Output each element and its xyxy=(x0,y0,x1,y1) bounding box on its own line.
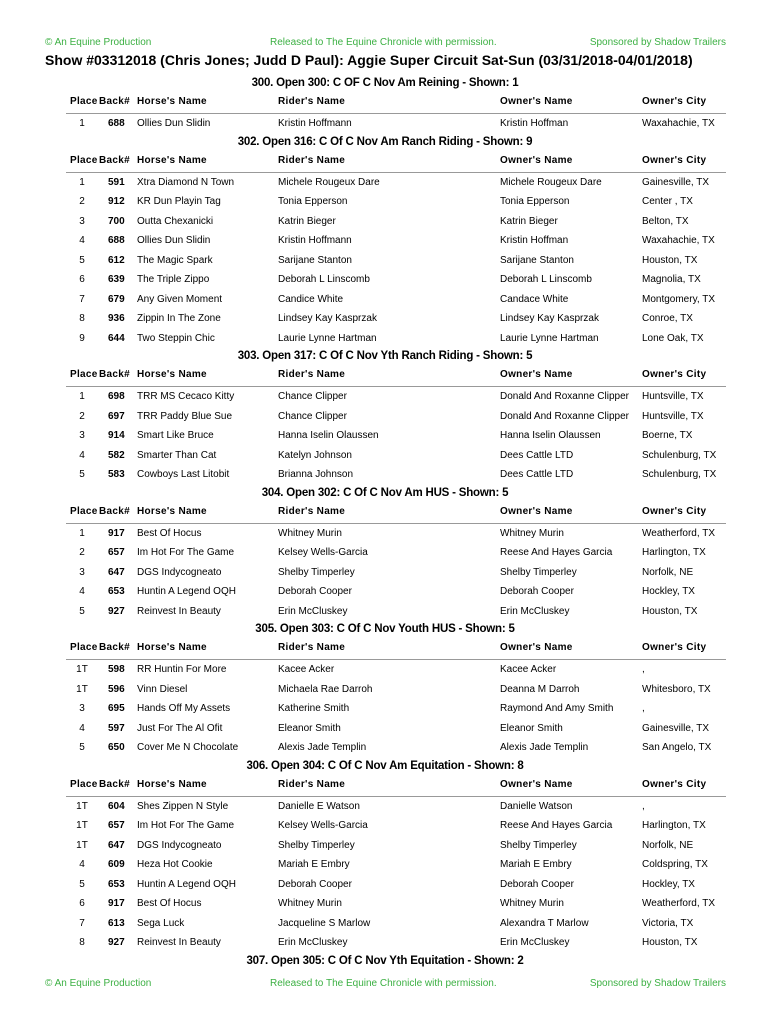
table-row xyxy=(66,914,726,934)
column-header-city: Owner's City xyxy=(642,369,707,380)
cell-horse: Outta Chexanicki xyxy=(137,215,214,227)
cell-back: 688 xyxy=(108,235,125,246)
column-header-row xyxy=(66,640,726,660)
column-header-back: Back# xyxy=(99,642,130,653)
cell-owner: Lindsey Kay Kasprzak xyxy=(500,313,599,324)
cell-city: , xyxy=(642,664,645,675)
cell-city: Norfolk, NE xyxy=(642,566,694,578)
cell-place: 1 xyxy=(79,391,85,402)
cell-owner: Deborah Cooper xyxy=(500,586,574,597)
table-row xyxy=(66,290,726,310)
cell-place: 5 xyxy=(79,469,85,480)
cell-back: 604 xyxy=(108,800,125,812)
cell-rider: Deborah Cooper xyxy=(278,586,352,597)
cell-back: 698 xyxy=(108,391,125,402)
cell-place: 5 xyxy=(79,878,85,890)
cell-rider: Kacee Acker xyxy=(278,664,335,675)
table-row xyxy=(66,894,726,914)
cell-horse: The Magic Spark xyxy=(137,254,213,266)
cell-owner: Alexandra T Marlow xyxy=(500,917,589,929)
cell-horse: The Triple Zippo xyxy=(137,274,210,285)
cell-place: 1 xyxy=(79,176,85,188)
cell-back: 917 xyxy=(108,898,125,909)
page-header xyxy=(0,37,770,51)
table-row xyxy=(66,231,726,251)
cell-rider: Mariah E Embry xyxy=(278,859,350,870)
cell-rider: Shelby Timperley xyxy=(278,839,355,851)
table-row xyxy=(66,192,726,212)
cell-place: 8 xyxy=(79,313,85,324)
table-row xyxy=(66,426,726,446)
cell-city: Conroe, TX xyxy=(642,313,693,324)
column-header-back: Back# xyxy=(99,778,130,790)
cell-horse: DGS Indycogneato xyxy=(137,566,222,578)
column-header-city: Owner's City xyxy=(642,154,707,166)
cell-back: 650 xyxy=(108,742,125,753)
cell-rider: Katelyn Johnson xyxy=(278,449,352,461)
column-header-horse: Horse's Name xyxy=(137,642,207,653)
cell-place: 7 xyxy=(79,293,85,305)
class-section xyxy=(0,485,770,622)
cell-place: 2 xyxy=(79,196,85,207)
cell-rider: Whitney Murin xyxy=(278,527,342,539)
cell-owner: Deborah Cooper xyxy=(500,878,574,890)
table-row xyxy=(66,543,726,563)
column-header-place: Place xyxy=(70,96,98,107)
cell-city: Huntsville, TX xyxy=(642,391,704,402)
table-row xyxy=(66,387,726,407)
cell-back: 639 xyxy=(108,274,125,285)
column-header-rider: Rider's Name xyxy=(278,642,346,653)
column-header-place: Place xyxy=(70,154,98,166)
cell-city: Houston, TX xyxy=(642,254,698,266)
cell-back: 688 xyxy=(108,118,125,129)
cell-rider: Kelsey Wells-Garcia xyxy=(278,820,368,831)
cell-place: 1 xyxy=(79,118,85,129)
cell-place: 6 xyxy=(79,274,85,285)
cell-city: Huntsville, TX xyxy=(642,410,704,422)
column-header-rider: Rider's Name xyxy=(278,778,346,790)
cell-back: 596 xyxy=(108,683,125,695)
column-header-horse: Horse's Name xyxy=(137,505,207,517)
table-row xyxy=(66,699,726,719)
cell-back: 583 xyxy=(108,469,125,480)
cell-city: Whitesboro, TX xyxy=(642,683,711,695)
footer-right-text: Sponsored by Shadow Trailers xyxy=(589,978,726,989)
cell-city: Weatherford, TX xyxy=(642,527,715,539)
cell-city: Coldspring, TX xyxy=(642,859,708,870)
cell-back: 613 xyxy=(108,917,125,929)
column-header-row xyxy=(66,504,726,524)
column-header-row xyxy=(66,777,726,797)
cell-place: 5 xyxy=(79,742,85,753)
cell-city: Gainesville, TX xyxy=(642,176,710,188)
cell-place: 4 xyxy=(79,235,85,246)
cell-horse: Xtra Diamond N Town xyxy=(137,176,235,188)
cell-owner: Candace White xyxy=(500,293,569,305)
class-section xyxy=(0,621,770,758)
cell-horse: KR Dun Playin Tag xyxy=(137,196,221,207)
cell-rider: Danielle E Watson xyxy=(278,800,360,812)
cell-city: Waxahachie, TX xyxy=(642,235,715,246)
column-header-row xyxy=(66,94,726,114)
column-header-owner: Owner's Name xyxy=(500,642,573,653)
cell-rider: Tonia Epperson xyxy=(278,196,348,207)
column-header-back: Back# xyxy=(99,96,130,107)
cell-horse: Hands Off My Assets xyxy=(137,703,231,714)
table-row xyxy=(66,660,726,680)
cell-owner: Whitney Murin xyxy=(500,898,564,909)
cell-place: 2 xyxy=(79,410,85,422)
cell-owner: Shelby Timperley xyxy=(500,839,577,851)
cell-rider: Shelby Timperley xyxy=(278,566,355,578)
cell-back: 917 xyxy=(108,527,125,539)
table-row xyxy=(66,836,726,856)
cell-place: 1T xyxy=(76,839,88,851)
table-row xyxy=(66,446,726,466)
table-row xyxy=(66,602,726,622)
column-header-city: Owner's City xyxy=(642,778,707,790)
cell-city: Harlington, TX xyxy=(642,820,706,831)
cell-horse: Reinvest In Beauty xyxy=(137,605,221,617)
cell-rider: Candice White xyxy=(278,293,344,305)
cell-place: 5 xyxy=(79,254,85,266)
results-list xyxy=(0,75,770,972)
cell-owner: Whitney Murin xyxy=(500,527,564,539)
cell-owner: Danielle Watson xyxy=(500,800,573,812)
table-row xyxy=(66,173,726,193)
cell-owner: Donald And Roxanne Clipper xyxy=(500,410,629,422)
cell-place: 1T xyxy=(76,683,88,695)
column-header-owner: Owner's Name xyxy=(500,778,573,790)
cell-back: 700 xyxy=(108,215,125,227)
cell-place: 7 xyxy=(79,917,85,929)
cell-back: 912 xyxy=(108,196,125,207)
table-row xyxy=(66,309,726,329)
column-header-row xyxy=(66,367,726,387)
cell-place: 4 xyxy=(79,449,85,461)
cell-rider: Katherine Smith xyxy=(278,703,350,714)
cell-horse: TRR Paddy Blue Sue xyxy=(137,410,233,422)
cell-horse: Smart Like Bruce xyxy=(137,430,214,441)
table-row xyxy=(66,251,726,271)
column-header-horse: Horse's Name xyxy=(137,154,207,166)
cell-rider: Kristin Hoffmann xyxy=(278,235,352,246)
column-header-place: Place xyxy=(70,642,98,653)
cell-owner: Dees Cattle LTD xyxy=(500,449,574,461)
page-footer xyxy=(0,978,770,992)
cell-city: Schulenburg, TX xyxy=(642,449,717,461)
cell-place: 3 xyxy=(79,566,85,578)
cell-rider: Chance Clipper xyxy=(278,391,347,402)
table-row xyxy=(66,933,726,953)
cell-rider: Jacqueline S Marlow xyxy=(278,917,371,929)
cell-horse: Im Hot For The Game xyxy=(137,547,235,558)
column-header-city: Owner's City xyxy=(642,96,707,107)
cell-rider: Whitney Murin xyxy=(278,898,342,909)
cell-owner: Mariah E Embry xyxy=(500,859,572,870)
cell-horse: Any Given Moment xyxy=(137,293,223,305)
cell-place: 4 xyxy=(79,586,85,597)
cell-rider: Katrin Bieger xyxy=(278,215,336,227)
table-row xyxy=(66,270,726,290)
class-title: 307. Open 305: C Of C Nov Yth Equitation - Shown: 2 xyxy=(246,954,524,967)
cell-horse: Smarter Than Cat xyxy=(137,449,217,461)
cell-place: 5 xyxy=(79,605,85,617)
header-center-text: Released to The Equine Chronicle with permission. xyxy=(270,37,497,48)
cell-horse: Huntin A Legend OQH xyxy=(137,586,236,597)
cell-owner: Katrin Bieger xyxy=(500,215,558,227)
cell-owner: Michele Rougeux Dare xyxy=(500,176,602,188)
cell-place: 6 xyxy=(79,898,85,909)
column-header-back: Back# xyxy=(99,369,130,380)
cell-back: 612 xyxy=(108,254,125,266)
column-header-back: Back# xyxy=(99,505,130,517)
column-header-rider: Rider's Name xyxy=(278,369,346,380)
cell-horse: Just For The Al Ofit xyxy=(137,722,223,734)
class-title: 300. Open 300: C OF C Nov Am Reining - Shown: 1 xyxy=(251,77,519,89)
table-row xyxy=(66,738,726,758)
cell-back: 598 xyxy=(108,664,125,675)
cell-place: 2 xyxy=(79,547,85,558)
table-row xyxy=(66,680,726,700)
cell-horse: TRR MS Cecaco Kitty xyxy=(137,391,235,402)
cell-owner: Laurie Lynne Hartman xyxy=(500,332,599,344)
column-header-owner: Owner's Name xyxy=(500,369,573,380)
column-header-rider: Rider's Name xyxy=(278,96,346,107)
column-header-rider: Rider's Name xyxy=(278,505,346,517)
cell-city: Belton, TX xyxy=(642,215,689,227)
cell-horse: Sega Luck xyxy=(137,917,185,929)
cell-rider: Chance Clipper xyxy=(278,410,347,422)
cell-horse: Ollies Dun Slidin xyxy=(137,118,211,129)
cell-rider: Laurie Lynne Hartman xyxy=(278,332,377,344)
table-row xyxy=(66,582,726,602)
cell-rider: Hanna Iselin Olaussen xyxy=(278,430,379,441)
cell-rider: Lindsey Kay Kasprzak xyxy=(278,313,377,324)
cell-horse: DGS Indycogneato xyxy=(137,839,222,851)
column-header-owner: Owner's Name xyxy=(500,505,573,517)
class-title: 304. Open 302: C Of C Nov Am HUS - Shown: 5 xyxy=(261,486,509,499)
cell-back: 653 xyxy=(108,586,125,597)
cell-rider: Eleanor Smith xyxy=(278,722,341,734)
cell-back: 695 xyxy=(108,703,125,714)
cell-back: 679 xyxy=(108,293,125,305)
cell-horse: Heza Hot Cookie xyxy=(137,859,213,870)
cell-owner: Deanna M Darroh xyxy=(500,683,580,695)
cell-city: Boerne, TX xyxy=(642,430,693,441)
show-title: Show #03312018 (Chris Jones; Judd D Paul): Aggie Super Circuit Sat-Sun (03/31/2018-04/01/2018) xyxy=(45,52,693,68)
cell-owner: Kristin Hoffman xyxy=(500,118,569,129)
cell-city: , xyxy=(642,800,645,812)
table-row xyxy=(66,816,726,836)
cell-back: 936 xyxy=(108,313,125,324)
table-row xyxy=(66,329,726,349)
cell-city: Victoria, TX xyxy=(642,917,694,929)
cell-horse: Ollies Dun Slidin xyxy=(137,235,211,246)
cell-place: 3 xyxy=(79,430,85,441)
cell-rider: Deborah L Linscomb xyxy=(278,274,370,285)
cell-city: San Angelo, TX xyxy=(642,742,712,753)
cell-back: 697 xyxy=(108,410,125,422)
cell-place: 1T xyxy=(76,820,88,831)
cell-back: 927 xyxy=(108,937,125,948)
cell-horse: Vinn Diesel xyxy=(137,683,188,695)
cell-place: 1 xyxy=(79,527,85,539)
cell-city: , xyxy=(642,703,645,714)
cell-owner: Eleanor Smith xyxy=(500,722,563,734)
cell-owner: Dees Cattle LTD xyxy=(500,469,574,480)
cell-place: 3 xyxy=(79,215,85,227)
table-row xyxy=(66,212,726,232)
cell-horse: Cowboys Last Litobit xyxy=(137,469,230,480)
cell-owner: Shelby Timperley xyxy=(500,566,577,578)
cell-city: Montgomery, TX xyxy=(642,293,715,305)
cell-owner: Kristin Hoffman xyxy=(500,235,569,246)
cell-horse: Best Of Hocus xyxy=(137,898,202,909)
cell-owner: Sarijane Stanton xyxy=(500,254,574,266)
class-section xyxy=(0,75,770,134)
cell-place: 8 xyxy=(79,937,85,948)
cell-place: 9 xyxy=(79,332,85,344)
cell-owner: Reese And Hayes Garcia xyxy=(500,547,613,558)
cell-back: 653 xyxy=(108,878,125,890)
cell-horse: Reinvest In Beauty xyxy=(137,937,221,948)
column-header-place: Place xyxy=(70,369,98,380)
table-row xyxy=(66,465,726,485)
column-header-row xyxy=(66,153,726,173)
column-header-city: Owner's City xyxy=(642,642,707,653)
cell-back: 927 xyxy=(108,605,125,617)
cell-rider: Brianna Johnson xyxy=(278,469,354,480)
cell-owner: Tonia Epperson xyxy=(500,196,570,207)
column-header-owner: Owner's Name xyxy=(500,154,573,166)
cell-owner: Hanna Iselin Olaussen xyxy=(500,430,601,441)
cell-city: Houston, TX xyxy=(642,937,698,948)
cell-rider: Michele Rougeux Dare xyxy=(278,176,380,188)
column-header-place: Place xyxy=(70,505,98,517)
footer-left-text: © An Equine Production xyxy=(45,978,152,989)
cell-place: 1T xyxy=(76,800,88,812)
cell-back: 914 xyxy=(108,430,125,441)
cell-rider: Deborah Cooper xyxy=(278,878,352,890)
header-right-text: Sponsored by Shadow Trailers xyxy=(589,37,726,48)
column-header-horse: Horse's Name xyxy=(137,778,207,790)
cell-owner: Deborah L Linscomb xyxy=(500,274,592,285)
cell-horse: Huntin A Legend OQH xyxy=(137,878,236,890)
table-row xyxy=(66,407,726,427)
cell-city: Harlington, TX xyxy=(642,547,706,558)
cell-horse: Best Of Hocus xyxy=(137,527,202,539)
cell-owner: Erin McCluskey xyxy=(500,937,570,948)
table-row xyxy=(66,114,726,134)
class-title: 302. Open 316: C Of C Nov Am Ranch Riding - Shown: 9 xyxy=(237,135,533,148)
cell-horse: Two Steppin Chic xyxy=(137,332,215,344)
cell-city: Hockley, TX xyxy=(642,878,695,890)
cell-city: Houston, TX xyxy=(642,605,698,617)
cell-rider: Erin McCluskey xyxy=(278,937,348,948)
class-title: 303. Open 317: C Of C Nov Yth Ranch Riding - Shown: 5 xyxy=(237,350,533,362)
cell-place: 4 xyxy=(79,859,85,870)
cell-rider: Michaela Rae Darroh xyxy=(278,683,373,695)
class-section xyxy=(0,134,770,349)
cell-city: Waxahachie, TX xyxy=(642,118,715,129)
table-row xyxy=(66,855,726,875)
cell-back: 591 xyxy=(108,176,125,188)
column-header-horse: Horse's Name xyxy=(137,369,207,380)
cell-back: 657 xyxy=(108,820,125,831)
cell-horse: Cover Me N Chocolate xyxy=(137,742,239,753)
cell-horse: Shes Zippen N Style xyxy=(137,800,229,812)
cell-back: 582 xyxy=(108,449,125,461)
cell-owner: Erin McCluskey xyxy=(500,605,570,617)
cell-horse: RR Huntin For More xyxy=(137,664,227,675)
class-title: 305. Open 303: C Of C Nov Youth HUS - Shown: 5 xyxy=(255,623,515,635)
cell-back: 644 xyxy=(108,332,125,344)
cell-city: Weatherford, TX xyxy=(642,898,715,909)
footer-center-text: Released to The Equine Chronicle with permission. xyxy=(270,978,497,989)
column-header-owner: Owner's Name xyxy=(500,96,573,107)
cell-owner: Raymond And Amy Smith xyxy=(500,703,614,714)
cell-owner: Donald And Roxanne Clipper xyxy=(500,391,629,402)
table-row xyxy=(66,875,726,895)
class-title: 306. Open 304: C Of C Nov Am Equitation - Shown: 8 xyxy=(246,759,524,772)
cell-owner: Alexis Jade Templin xyxy=(500,742,589,753)
cell-city: Center , TX xyxy=(642,196,693,207)
table-row xyxy=(66,797,726,817)
class-section xyxy=(0,348,770,485)
cell-city: Hockley, TX xyxy=(642,586,695,597)
cell-owner: Kacee Acker xyxy=(500,664,557,675)
cell-back: 647 xyxy=(108,839,125,851)
cell-rider: Kelsey Wells-Garcia xyxy=(278,547,368,558)
table-row xyxy=(66,524,726,544)
cell-city: Schulenburg, TX xyxy=(642,469,717,480)
cell-back: 609 xyxy=(108,859,125,870)
cell-place: 1T xyxy=(76,664,88,675)
cell-rider: Erin McCluskey xyxy=(278,605,348,617)
cell-horse: Zippin In The Zone xyxy=(137,313,221,324)
cell-back: 647 xyxy=(108,566,125,578)
column-header-place: Place xyxy=(70,778,98,790)
table-row xyxy=(66,563,726,583)
cell-place: 3 xyxy=(79,703,85,714)
cell-city: Lone Oak, TX xyxy=(642,332,704,344)
cell-owner: Reese And Hayes Garcia xyxy=(500,820,613,831)
class-section xyxy=(0,758,770,953)
cell-place: 4 xyxy=(79,722,85,734)
header-left-text: © An Equine Production xyxy=(45,37,152,48)
cell-horse: Im Hot For The Game xyxy=(137,820,235,831)
cell-rider: Kristin Hoffmann xyxy=(278,118,352,129)
column-header-horse: Horse's Name xyxy=(137,96,207,107)
cell-back: 597 xyxy=(108,722,125,734)
class-section xyxy=(0,953,770,972)
column-header-back: Back# xyxy=(99,154,130,166)
cell-city: Magnolia, TX xyxy=(642,274,701,285)
column-header-rider: Rider's Name xyxy=(278,154,346,166)
cell-rider: Sarijane Stanton xyxy=(278,254,352,266)
table-row xyxy=(66,719,726,739)
cell-city: Norfolk, NE xyxy=(642,839,694,851)
cell-city: Gainesville, TX xyxy=(642,722,710,734)
cell-back: 657 xyxy=(108,547,125,558)
cell-rider: Alexis Jade Templin xyxy=(278,742,367,753)
column-header-city: Owner's City xyxy=(642,505,707,517)
